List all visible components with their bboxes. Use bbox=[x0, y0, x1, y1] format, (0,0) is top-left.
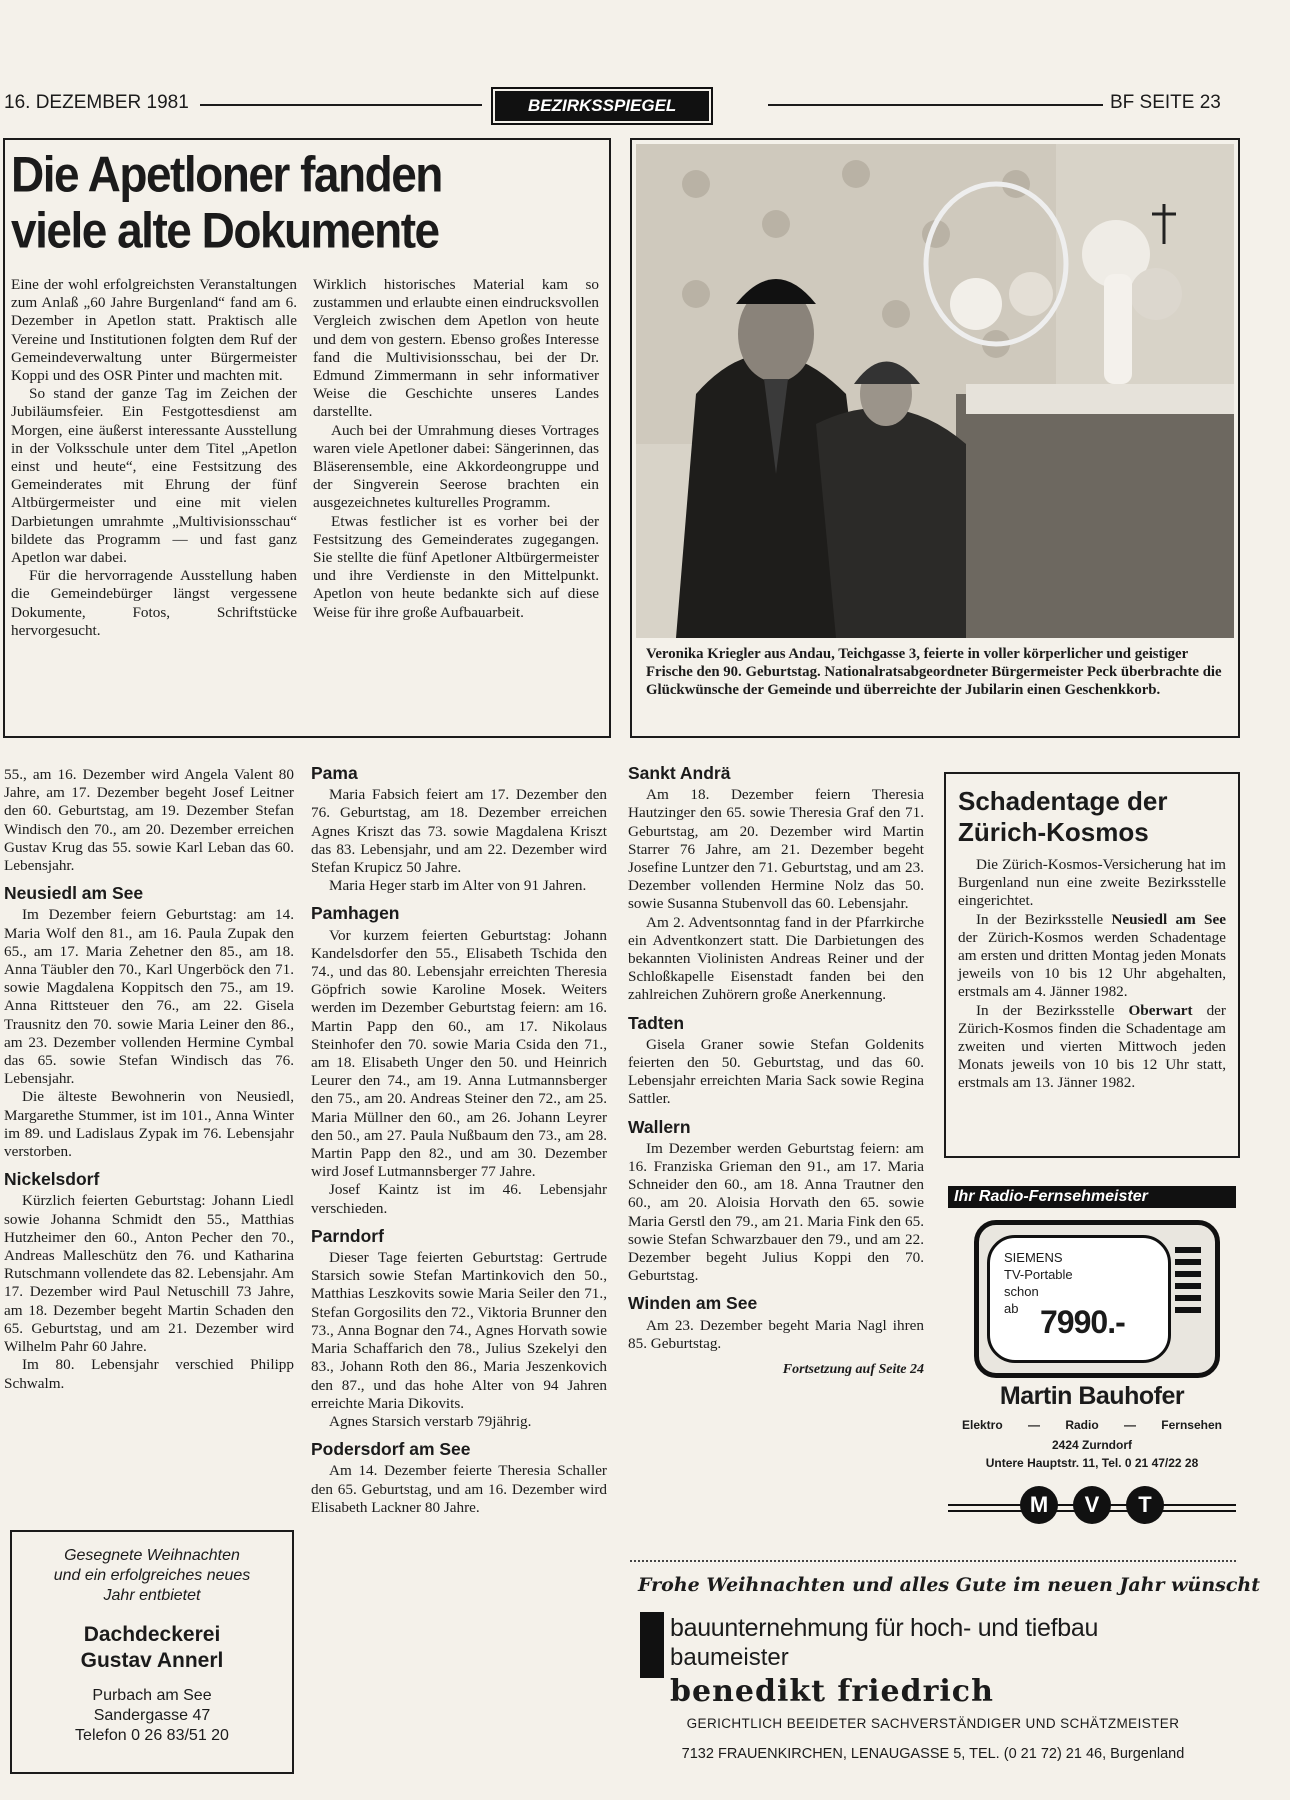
mvt-logo bbox=[948, 1486, 1236, 1526]
construction-line-1: bauunternehmung für hoch- und tiefbau bbox=[670, 1614, 1099, 1642]
news-paragraph: Im 80. Lebensjahr verschied Philipp Schwalm. bbox=[4, 1356, 294, 1392]
tv-dealer-ad bbox=[948, 1186, 1236, 1530]
news-paragraph: Vor kurzem feierten Geburtstag: Johann Kandelsdorfer den 55., Elisabeth Tschida den 74., und das 80. Lebensjahr erreichten Theresia Göpfrich sowie Karoline Mosek. Weiters werden im Dezember Geburtstag feiern: am 16. Martin Papp den 60., am 17. Nikolaus Steinhofer den 70. sowie Maria Csida den 71., am 18. Elisabeth Unger den 50. und Heinrich Leurer den 74., am 19. Anna Lutmannsberger den 75., am 20. Andreas Steiner den 72., am 25. Maria Müllner den 60., am 26. Johann Leyrer den 50., am 27. Paula Nußbaum den 73., am 28. Martin Papp den 82., und am 30. Dezember wird Josef Lutmannsberger 77 Jahre. bbox=[311, 926, 607, 1181]
feature-paragraph: Wirklich historisches Material kam so zustammen und erlaubte einen eindrucksvollen Vergleich zwischen dem Apetlon von heute und dem von gestern. Ebenso großes Interesse fand die Multivisionsschau, bei der Dr. Edmund Zimmermann in sehr informativer Weise die Geschichte unseres Landes darstellte. bbox=[313, 276, 599, 421]
page-number: BF SEITE 23 bbox=[1110, 92, 1221, 113]
news-paragraph: Maria Heger starb im Alter von 91 Jahren. bbox=[329, 877, 587, 895]
feature-paragraph: Für die hervorragende Ausstellung haben die Gemeindebürger längst vergessene Dokumente, Fotos, Schriftstücke hervorgesucht. bbox=[11, 567, 297, 639]
news-paragraph: Am 18. Dezember feiern Theresia Hautzinger den 65. sowie Theresia Graf den 71. Geburtstag, am 20. Dezember wird Martin Starrer 76 Jahre, am 21. Dezember begeht Josefine Luntzer den 71. Geburtstag, und am 23. Dezember vollenden Hermine Nolz das 50. sowie Susanna Stubenvoll das 60. Lebensjahr. bbox=[628, 786, 924, 913]
tv-ad-banner: Ihr Radio-Fernsehmeister bbox=[948, 1186, 1236, 1208]
continued-note: Fortsetzung auf Seite 24 bbox=[782, 1362, 924, 1378]
news-paragraph: Gisela Graner sowie Stefan Goldenits feierten den 50. Geburtstag, und das 60. Lebensjahr erreichten Maria Sack sowie Regina Sattler. bbox=[628, 1035, 924, 1108]
news-paragraph: Josef Kaintz ist im 46. Lebensjahr verschieden. bbox=[311, 1181, 607, 1217]
photo-scene bbox=[636, 144, 1234, 638]
zurich-text: der Zürich-Kosmos finden die Schadentage am zweiten und vierten Mittwoch jeden Monats jeweils von 10 bis 12 Uhr statt, erstmals am 13. Jänner 1982. bbox=[958, 1001, 1226, 1092]
news-paragraph: Am 23. Dezember begeht Maria Nagl ihren 85. Geburtstag. bbox=[628, 1316, 924, 1352]
news-paragraph: Am 14. Dezember feierte Theresia Schaller den 65. Geburtstag, und am 16. Dezember wird Elisabeth Lackner 80 Jahre. bbox=[311, 1462, 607, 1516]
zurich-text: In der Bezirksstelle bbox=[976, 1001, 1129, 1019]
dealer-address: Untere Hauptstr. 11, Tel. 0 21 47/22 28 bbox=[985, 1456, 1199, 1470]
zurich-paragraph bbox=[958, 911, 1226, 1002]
tv-product-1: TV-Portable bbox=[1004, 1267, 1073, 1282]
service-label: Fernsehen bbox=[1161, 1418, 1222, 1432]
zurich-title-2: Zürich-Kosmos bbox=[958, 817, 1149, 847]
news-paragraph: Im Dezember werden Geburtstag feiern: am 16. Franziska Grieman den 91., am 17. Maria Schneider den 60., am 18. Anna Trautner den 60., am 20. Aloisia Horvath den 65. sowie Maria Gerstl den 79., am 21. Maria Fink den 65. sowie Stefan Schwarzbauer den 79., und am 22. Dezember begeht Julius Koppi den 70. Geburtstag. bbox=[628, 1139, 924, 1285]
heading-tadten: Tadten bbox=[628, 1012, 685, 1033]
tv-product-2: schon bbox=[1004, 1284, 1039, 1299]
zurich-location-neusiedl: Neusiedl am See bbox=[1111, 910, 1226, 928]
roofer-company-1: Dachdeckerei bbox=[83, 1623, 221, 1646]
feature-column-2 bbox=[313, 276, 599, 622]
service-label: Radio bbox=[1065, 1418, 1099, 1432]
column-middle bbox=[311, 764, 607, 1517]
heading-pama: Pama bbox=[311, 763, 358, 783]
tv-controls bbox=[1175, 1241, 1201, 1349]
feature-paragraph: So stand der ganze Tag im Zeichen der Jubiläumsfeier. Ein Festgottesdienst am Morgen, eine äußerst interessante Ausstellung in der Volksschule unter dem Titel „Apetlon einst und heute“, eine Festsitzung des Gemeinderates mit Ehrung der fünf Altbürgermeister und eine mit vielen Darbietungen umrahmte „Multivisionsschau“ bildete das Programm — und fast ganz Apetlon war dabei. bbox=[11, 385, 297, 567]
heading-sankt-andrae: Sankt Andrä bbox=[628, 763, 731, 783]
roofer-ad bbox=[10, 1530, 294, 1774]
heading-wallern: Wallern bbox=[628, 1116, 691, 1137]
news-paragraph: Agnes Starsich verstarb 79jährig. bbox=[329, 1412, 532, 1430]
header-rule-right bbox=[768, 104, 1103, 106]
roofer-company-2: Gustav Annerl bbox=[80, 1649, 224, 1672]
news-paragraph: Im Dezember feiern Geburtstag: am 14. Maria Wolf den 81., am 16. Paula Zupak den 65., am 17. Maria Zehetner den 85., am 18. Anna Täubler den 70., Karl Ungerböck den 71. sowie Magdalena Koppitsch den 75., am 19. Anna Rittsteuer den 76., am 22. Gisela Trausnitz den 70. sowie Maria Leiner den 86., am 23. Dezember vollenden Hermine Cymbal das 65. sowie Stefan Windisch das 76. Lebensjahr. bbox=[4, 906, 294, 1088]
zurich-text: In der Bezirksstelle bbox=[976, 910, 1112, 928]
zurich-text: der Zürich-Kosmos werden Schadentage am ersten und dritten Montag jeden Monats jeweils von 10 bis 12 Uhr abgehalten, erstmals am 4. Jänner 1982. bbox=[958, 928, 1226, 1001]
section-kicker: BEZIRKSSPIEGEL bbox=[495, 91, 709, 121]
column-left bbox=[4, 766, 294, 1393]
mvt-logo-letter: M bbox=[1020, 1486, 1058, 1524]
photo-caption: Veronika Kriegler aus Andau, Teichgasse 3, feierte in voller körperlicher und geistiger Frische den 90. Geburtstag. Nationalratsabgeordneter Bürgermeister Peck überbrachte die Glückwünsche der Gemeinde und überreichte der Jubilarin einen Geschenkkorb. bbox=[646, 646, 1222, 698]
construction-line-2: baumeister bbox=[670, 1644, 789, 1671]
news-paragraph: Am 2. Adventsonntag fand in der Pfarrkirche ein Adventkonzert statt. Die Darbietungen des bekannten Violinisten Andreas Reiner und der Schloßkapelle Eisenstadt fanden bei den zahlreichen Zuhörern große Anerkennung. bbox=[628, 913, 924, 1004]
ad-divider bbox=[630, 1560, 1236, 1562]
dealer-city: 2424 Zurndorf bbox=[1051, 1438, 1132, 1452]
zurich-paragraph bbox=[958, 1002, 1226, 1093]
heading-pamhagen: Pamhagen bbox=[311, 903, 400, 924]
roofer-greeting-1: Gesegnete Weihnachten bbox=[64, 1547, 240, 1564]
feature-article bbox=[3, 138, 611, 738]
zurich-title-1: Schadentage der bbox=[958, 786, 1168, 816]
tv-icon bbox=[974, 1220, 1220, 1378]
heading-winden: Winden am See bbox=[628, 1293, 758, 1314]
zurich-kosmos-notice bbox=[944, 772, 1240, 1158]
construction-owner: benedikt friedrich bbox=[670, 1674, 994, 1709]
birthday-photo bbox=[636, 144, 1234, 638]
tv-price: 7990.- bbox=[1040, 1304, 1125, 1340]
tv-screen bbox=[987, 1235, 1171, 1363]
news-paragraph: 55., am 16. Dezember wird Angela Valent 80 Jahre, am 17. Dezember begeht Josef Leitner den 60. Geburtstag, am 19. Dezember Stefan Windisch den 70., am 20. Dezember erreichen Gustav Krug das 55. sowie Karl Leban das 60. Lebensjahr. bbox=[4, 766, 294, 875]
column-right bbox=[628, 764, 924, 1379]
zurich-body bbox=[958, 856, 1226, 1093]
headline-line-1: Die Apetloner fanden bbox=[11, 146, 442, 203]
feature-paragraph: Auch bei der Umrahmung dieses Vortrages waren viele Apetloner dabei: Sängerinnen, das Bläserensemble, eine Akkordeongruppe und der Singverein Seerose brachten ein ausgezeichnetes kulturelles Programm. bbox=[313, 421, 599, 512]
construction-logo-b bbox=[640, 1612, 664, 1678]
header-rule-left bbox=[200, 104, 482, 106]
roofer-greeting-3: Jahr entbietet bbox=[103, 1587, 201, 1604]
heading-nickelsdorf: Nickelsdorf bbox=[4, 1169, 100, 1190]
tv-price-prefix: ab bbox=[1004, 1301, 1019, 1316]
construction-greeting: Frohe Weihnachten und alles Gute im neuen Jahr wünscht bbox=[638, 1574, 1261, 1596]
news-paragraph: Maria Fabsich feiert am 17. Dezember den 76. Geburtstag, am 18. Dezember erreichen Agnes Kriszt das 73. sowie Magdalena Kriszt das 83. Lebensjahr, und am 22. Dezember wird Stefan Krupicz 50 Jahre. bbox=[311, 786, 607, 877]
heading-podersdorf: Podersdorf am See bbox=[311, 1439, 471, 1460]
zurich-paragraph: Die Zürich-Kosmos-Versicherung hat im Burgenland nun eine zweite Bezirksstelle eingerichtet. bbox=[958, 856, 1226, 910]
news-paragraph: Die älteste Bewohnerin von Neusiedl, Margarethe Stummer, ist im 101., Anna Winter im 89. und Ladislaus Zypak im 76. Lebensjahr verstorben. bbox=[4, 1088, 294, 1161]
heading-parndorf: Parndorf bbox=[311, 1225, 384, 1246]
heading-neusiedl: Neusiedl am See bbox=[4, 883, 144, 904]
mvt-logo-letter: V bbox=[1073, 1486, 1111, 1524]
service-separator: — bbox=[1123, 1418, 1136, 1432]
construction-ad bbox=[630, 1560, 1261, 1775]
issue-date: 16. DEZEMBER 1981 bbox=[4, 92, 189, 113]
construction-address: 7132 FRAUENKIRCHEN, LENAUGASSE 5, TEL. (0 21 72) 21 46, Burgenland bbox=[681, 1746, 1185, 1762]
dealer-name: Martin Bauhofer bbox=[999, 1382, 1185, 1410]
zurich-location-oberwart: Oberwart bbox=[1128, 1001, 1193, 1019]
photo-frame bbox=[630, 138, 1240, 738]
roofer-address-1: Purbach am See bbox=[92, 1687, 212, 1704]
mvt-logo-letter: T bbox=[1126, 1486, 1164, 1524]
feature-paragraph: Eine der wohl erfolgreichsten Veranstaltungen zum Anlaß „60 Jahre Burgenland“ fand am 6. Dezember in Apetlon statt. Praktisch alle Vereine und Institutionen folgten dem Ruf der Gemeindeverwaltung unter Bürgermeister Koppi und des OSR Pinter und machten mit. bbox=[11, 276, 297, 385]
construction-subtitle: GERICHTLICH BEEIDETER SACHVERSTÄNDIGER UND SCHÄTZMEISTER bbox=[686, 1716, 1180, 1731]
headline-line-2: viele alte Dokumente bbox=[11, 202, 439, 259]
news-paragraph: Kürzlich feierten Geburtstag: Johann Liedl sowie Johanna Schmidt den 55., Matthias Hutzheimer den 60., Anton Pecher den 70., Andreas Malleschütz den 76. und Katharina Rutschmann vollendete das 82. Lebensjahr. Am 17. Dezember wird Paul Netuschill 73 Jahre, am 18. Dezember begeht Martin Schaden den 65. Geburtstag, und am 21. Dezember wird Wilhelm Pahr 60 Jahre. bbox=[4, 1192, 294, 1356]
roofer-greeting-2: und ein erfolgreiches neues bbox=[53, 1567, 251, 1584]
roofer-address-2: Sandergasse 47 bbox=[93, 1707, 211, 1724]
news-paragraph: Dieser Tage feierten Geburtstag: Gertrude Starsich sowie Stefan Martinkovich den 50., Matthias Leszkovits sowie Maria Seiler den 71., Stefan Gorgosilits den 72., Viktoria Brunner den 73., Anna Bognar den 74., Agnes Horvath sowie Maria Schaffarich den 78., Julius Szekelyi den 83., Johann Roth den 86., Maria Jeszenkovich den 87., und das hohe Alter von 94 Jahren erreichte Maria Dikovits. bbox=[311, 1249, 607, 1412]
service-label: Elektro bbox=[962, 1418, 1003, 1432]
feature-column-1 bbox=[11, 276, 297, 640]
feature-paragraph: Etwas festlicher ist es vorher bei der Festsitzung des Gemeinderates zugegangen. Sie stellte die fünf Apetloner Altbürgermeister und ihre Verdienste in den Mittelpunkt. Apetlon von heute bedankte sich auf diese Weise für ihre große Aufbauarbeit. bbox=[313, 512, 599, 621]
service-separator: — bbox=[1028, 1418, 1040, 1432]
tv-brand: SIEMENS bbox=[1004, 1250, 1063, 1265]
dealer-services bbox=[962, 1418, 1222, 1432]
roofer-phone: Telefon 0 26 83/51 20 bbox=[75, 1727, 229, 1744]
